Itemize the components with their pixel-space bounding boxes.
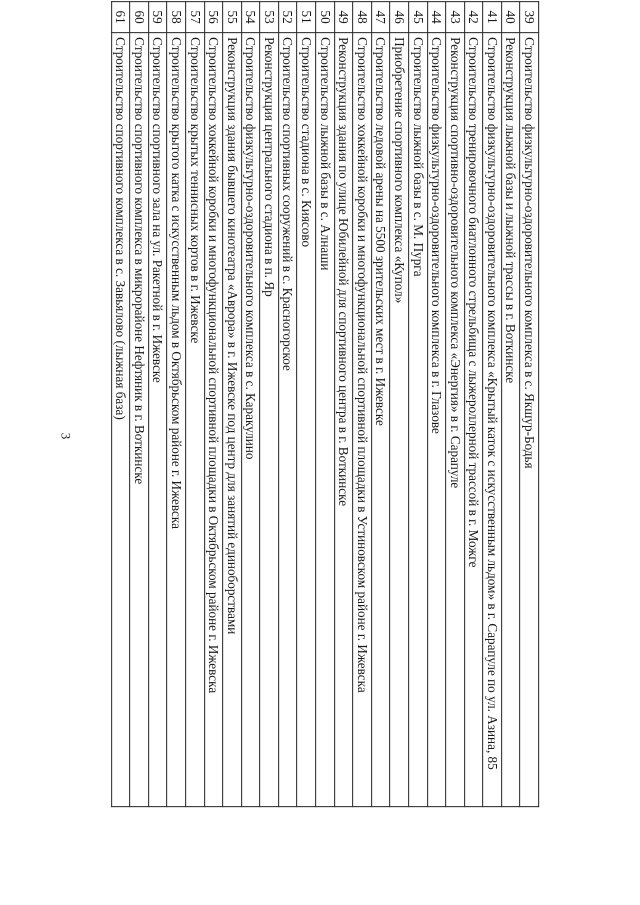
row-description: Строительство спортивного комплекса в микрорайоне Нефтяник в г. Воткинске — [129, 32, 148, 806]
row-number: 42 — [464, 1, 483, 32]
row-description: Строительство физкультурно-оздоровительного комплекса в с. Каракулино — [241, 32, 260, 806]
row-number: 50 — [315, 1, 334, 32]
row-description: Строительство крытого катка с искусственным льдом в Октябрьском районе г. Ижевска — [167, 32, 186, 806]
row-description: Строительство лыжной базы в с. М. Пурга — [408, 32, 427, 806]
table-row — [259, 1, 278, 806]
row-description: Строительство ледовой арены на 5500 зрительских мест в г. Ижевске — [371, 32, 390, 806]
row-description: Строительство крытых теннисных кортов в г. Ижевске — [185, 32, 204, 806]
row-description: Реконструкция лыжной базы и лыжной трассы в г. Воткинске — [501, 32, 520, 806]
row-number: 43 — [445, 1, 464, 32]
table-row — [222, 1, 241, 806]
table-row — [371, 1, 390, 806]
row-number: 39 — [520, 1, 539, 32]
row-description: Строительство лыжной базы в с. Алнаши — [315, 32, 334, 806]
table-row — [482, 1, 501, 806]
row-number: 52 — [278, 1, 297, 32]
table-row — [111, 1, 130, 806]
projects-table-body — [111, 1, 538, 806]
row-description: Строительство спортивных сооружений в с. Красногорское — [278, 32, 297, 806]
table-row — [129, 1, 148, 806]
table-row — [464, 1, 483, 806]
table-row — [352, 1, 371, 806]
row-description: Строительство физкультурно-оздоровительного комплекса в г. Глазове — [427, 32, 446, 806]
page-number: 3 — [58, 432, 74, 440]
table-row — [278, 1, 297, 806]
row-description: Реконструкция центрального стадиона в п. Яр — [259, 32, 278, 806]
rotated-table-container — [110, 1, 538, 807]
row-description: Строительство стадиона в с. Киясово — [297, 32, 316, 806]
row-description: Реконструкция здания по улице Юбилейной для спортивного центра в г. Воткинске — [334, 32, 353, 806]
projects-table — [110, 1, 538, 807]
table-row — [445, 1, 464, 806]
table-row — [315, 1, 334, 806]
row-description: Строительство хоккейной коробки и многофункциональной спортивной площадки в Октябрьском районе г. Ижевска — [204, 32, 223, 806]
table-row — [390, 1, 409, 806]
row-number: 40 — [501, 1, 520, 32]
row-number: 61 — [111, 1, 130, 32]
row-number: 55 — [222, 1, 241, 32]
table-row — [204, 1, 223, 806]
table-row — [501, 1, 520, 806]
row-number: 48 — [352, 1, 371, 32]
row-number: 44 — [427, 1, 446, 32]
row-description: Реконструкция здания бывшего кинотеатра «Аврора» в г. Ижевске под центр для занятий единоборствами — [222, 32, 241, 806]
row-description: Строительство спортивного комплекса в с. Завьялово (лыжная база) — [111, 32, 130, 806]
document-table-area — [78, 10, 571, 839]
row-number: 47 — [371, 1, 390, 32]
row-number: 56 — [204, 1, 223, 32]
row-description: Строительство спортивного зала на ул. Ракетной в г. Ижевске — [148, 32, 167, 806]
row-number: 57 — [185, 1, 204, 32]
table-row — [148, 1, 167, 806]
row-number: 58 — [167, 1, 186, 32]
row-description: Строительство хоккейной коробки и многофункциональной спортивной площадки в Устиновском районе г. Ижевска — [352, 32, 371, 806]
row-number: 59 — [148, 1, 167, 32]
row-description: Строительство тренировочного биатлонного стрельбища с лыжероллерной трассой в г. Можге — [464, 32, 483, 806]
row-number: 51 — [297, 1, 316, 32]
table-row — [427, 1, 446, 806]
row-number: 60 — [129, 1, 148, 32]
row-description: Реконструкция спортивно-оздоровительного комплекса «Энергия» в г. Сарапуле — [445, 32, 464, 806]
row-number: 54 — [241, 1, 260, 32]
row-description: Приобретение спортивного комплекса «Купол» — [390, 32, 409, 806]
row-number: 41 — [482, 1, 501, 32]
row-description: Строительство физкультурно-оздоровительного комплекса в с. Якшур-Бодья — [520, 32, 539, 806]
table-row — [167, 1, 186, 806]
table-row — [185, 1, 204, 806]
table-row — [297, 1, 316, 806]
row-description: Строительство физкультурно-оздоровительного комплекса «Крытый каток с искусственным льдом» в г. Сарапуле по ул. Азина, 85 — [482, 32, 501, 806]
table-row — [408, 1, 427, 806]
table-row — [241, 1, 260, 806]
row-number: 49 — [334, 1, 353, 32]
table-row — [334, 1, 353, 806]
row-number: 53 — [259, 1, 278, 32]
row-number: 45 — [408, 1, 427, 32]
row-number: 46 — [390, 1, 409, 32]
table-row — [520, 1, 539, 806]
